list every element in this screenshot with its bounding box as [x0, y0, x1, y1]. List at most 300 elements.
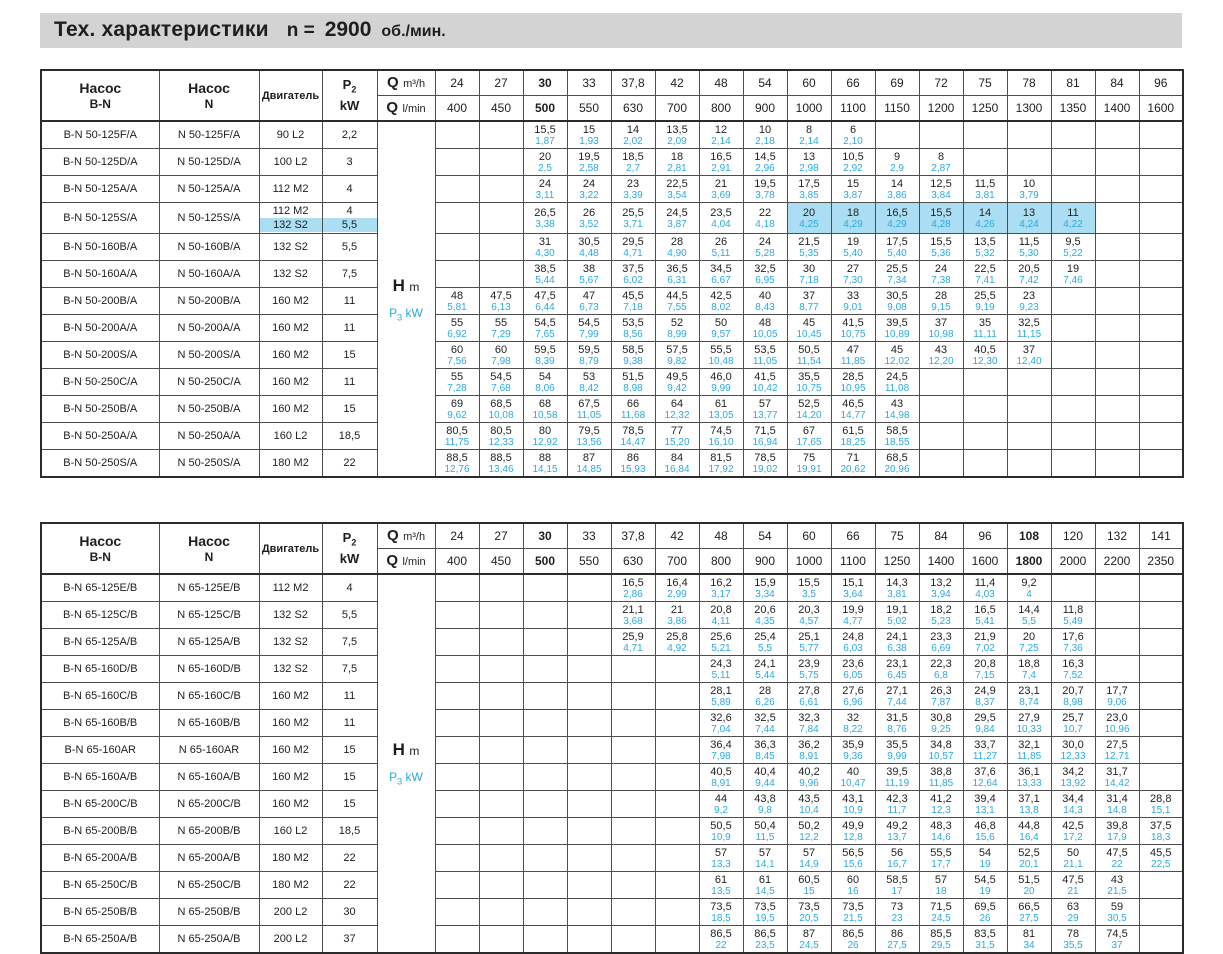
head-value: 58,5: [886, 873, 908, 886]
p3-value: 7,99: [579, 328, 599, 340]
head-value: 10: [758, 123, 772, 136]
data-cell: [1139, 791, 1183, 818]
p3-value: 7,30: [843, 274, 863, 286]
pump-bn-cell: B-N 65-250B/B: [41, 899, 159, 926]
p3-value: 14,1: [755, 858, 775, 870]
data-cell: [831, 261, 875, 288]
data-cell: [875, 261, 919, 288]
head-value: 16,3: [1062, 657, 1084, 670]
head-value: 68: [538, 397, 552, 410]
data-cell: [1007, 574, 1051, 602]
data-cell-empty: [435, 818, 479, 845]
p3-value: 8,79: [579, 355, 599, 367]
col-header-pump-n: Насос N: [159, 70, 259, 121]
q-m3h-value: 60: [787, 523, 831, 549]
data-cell-empty: [1139, 926, 1183, 954]
p3-value: 8,06: [535, 382, 555, 394]
q-lmin-value: 450: [479, 96, 523, 122]
p3-value: 4,92: [667, 642, 687, 654]
data-cell: [699, 791, 743, 818]
p3-value: 12,2: [799, 831, 819, 843]
head-value: 46,0: [710, 370, 732, 383]
data-cell-empty: [963, 423, 1007, 450]
q-m3h-value: 72: [919, 70, 963, 96]
p3-value: 11,05: [576, 409, 602, 421]
data-cell-empty: [523, 791, 567, 818]
pump-row: [41, 574, 1183, 602]
data-cell-empty: [523, 602, 567, 629]
pump-bn-cell: B-N 65-200B/B: [41, 818, 159, 845]
p3-value: 12,40: [1016, 355, 1042, 367]
head-value: 31,4: [1106, 792, 1128, 805]
data-cell-empty: [655, 764, 699, 791]
data-cell-empty: [567, 656, 611, 683]
data-cell-empty: [1095, 203, 1139, 234]
data-cell-empty: [1051, 121, 1095, 149]
p3-value: 7,65: [535, 328, 555, 340]
data-cell: [787, 791, 831, 818]
data-cell-empty: [1051, 149, 1095, 176]
p3-value: 10,33: [1016, 723, 1042, 735]
pump-bn-cell: B-N 50-125S/A: [41, 203, 159, 234]
q-lmin-value: 2350: [1139, 549, 1183, 575]
q-m3h-value: 37,8: [611, 523, 655, 549]
head-value: 63: [1066, 900, 1080, 913]
data-cell-empty: [523, 764, 567, 791]
data-cell: [963, 176, 1007, 203]
p2-cell: 7,5: [322, 261, 377, 288]
data-cell: [655, 396, 699, 423]
motor-cell: 160 M2: [259, 791, 322, 818]
q-m3h-value: 24: [435, 70, 479, 96]
data-cell-empty: [1095, 149, 1139, 176]
pump-n-cell: N 50-200A/A: [159, 315, 259, 342]
data-cell: [435, 450, 479, 478]
data-cell: [479, 288, 523, 315]
pump-row: [41, 791, 1183, 818]
p3-value: 8,39: [535, 355, 555, 367]
p3-value: 2,99: [667, 588, 687, 600]
q-m3h-value: 75: [963, 70, 1007, 96]
page-title: [40, 13, 1182, 48]
p3-value: 14,98: [884, 409, 910, 421]
p3-value: 18: [935, 885, 947, 897]
q-m3h-value: 48: [699, 523, 743, 549]
data-cell-empty: [611, 710, 655, 737]
head-value: 37,1: [1018, 792, 1040, 805]
data-cell-empty: [1051, 423, 1095, 450]
data-cell: [787, 423, 831, 450]
head-value: 13,5: [666, 123, 688, 136]
p3-value: 4,48: [579, 247, 599, 259]
head-value: 30,5: [886, 289, 908, 302]
pump-n-cell: N 65-250B/B: [159, 899, 259, 926]
p3-value: 14,6: [931, 831, 951, 843]
head-value: 50: [714, 316, 728, 329]
data-cell-empty: [435, 737, 479, 764]
head-value: 25,5: [622, 206, 644, 219]
data-cell: [787, 149, 831, 176]
head-value: 11,4: [974, 576, 996, 589]
head-value: 11,5: [1018, 235, 1040, 248]
q-lmin-value: 630: [611, 96, 655, 122]
motor-cell: 132 S2: [259, 656, 322, 683]
head-value: 71: [846, 451, 860, 464]
p2-cell: 15: [322, 764, 377, 791]
data-cell: [875, 845, 919, 872]
head-value: 11,5: [974, 177, 996, 190]
p3-value: 10,96: [1104, 723, 1130, 735]
head-value: 68,5: [490, 397, 512, 410]
head-value: 43: [890, 397, 904, 410]
data-cell: [743, 261, 787, 288]
data-cell-empty: [567, 574, 611, 602]
p2-cell: 4 5,5: [322, 203, 377, 234]
head-value: 14: [890, 177, 904, 190]
p3-value: 2,14: [799, 135, 819, 147]
head-value: 24: [538, 177, 552, 190]
head-value: 86: [890, 927, 904, 940]
head-value: 36,4: [710, 738, 732, 751]
head-value: 11: [1067, 206, 1079, 219]
data-cell-empty: [479, 121, 523, 149]
data-cell: [611, 629, 655, 656]
head-value: 60,5: [798, 873, 820, 886]
p2-cell: 4: [322, 176, 377, 203]
head-value: 50,5: [710, 819, 732, 832]
data-cell: [831, 602, 875, 629]
head-value: 78,5: [622, 424, 644, 437]
data-cell-empty: [435, 764, 479, 791]
p3-value: 4: [1026, 588, 1032, 600]
head-value: 26,3: [930, 684, 952, 697]
data-cell: [743, 602, 787, 629]
p3-value: 13,8: [1019, 804, 1039, 816]
data-cell-empty: [1095, 288, 1139, 315]
p3-value: 7,28: [447, 382, 467, 394]
head-value: 15,5: [534, 123, 556, 136]
q-lmin-value: 2200: [1095, 549, 1139, 575]
pump-bn-cell: B-N 50-125A/A: [41, 176, 159, 203]
data-cell: [611, 176, 655, 203]
data-cell: [1051, 710, 1095, 737]
data-cell: [831, 791, 875, 818]
data-cell: [1051, 818, 1095, 845]
motor-cell: 160 L2: [259, 423, 322, 450]
data-cell-empty: [1139, 396, 1183, 423]
p3-value: 12,20: [928, 355, 954, 367]
head-value: 47: [582, 289, 596, 302]
data-cell-empty: [1139, 288, 1183, 315]
data-cell-empty: [1139, 149, 1183, 176]
head-value: 60: [450, 343, 464, 356]
col-header-p2: $P_2$ kW: [322, 523, 377, 574]
data-cell: [787, 764, 831, 791]
head-value: 18: [670, 150, 684, 163]
p3-value: 8,02: [711, 301, 731, 313]
head-value: 20,5: [1018, 262, 1040, 275]
motor-cell: 90 L2: [259, 121, 322, 149]
pump-bn-cell: B-N 50-160A/A: [41, 261, 159, 288]
p3-value: 3,86: [887, 189, 907, 201]
head-value: 45,5: [622, 289, 644, 302]
head-value: 30,0: [1062, 738, 1084, 751]
data-cell: [875, 176, 919, 203]
p2-cell: 18,5: [322, 423, 377, 450]
head-value: 41,5: [842, 316, 864, 329]
p3-value: 13,5: [711, 885, 731, 897]
data-cell-empty: [1007, 423, 1051, 450]
p3-value: 6,96: [843, 696, 863, 708]
q-lmin-value: 800: [699, 96, 743, 122]
p3-value: 2,92: [843, 162, 863, 174]
p3-value: 9,99: [887, 750, 907, 762]
data-cell: [919, 261, 963, 288]
pump-row: [41, 234, 1183, 261]
data-cell-empty: [479, 818, 523, 845]
data-cell: [919, 203, 963, 234]
q-m3h-value: 84: [919, 523, 963, 549]
pump-row: [41, 315, 1183, 342]
head-value: 61,5: [842, 424, 864, 437]
p3-value: 5,81: [447, 301, 467, 313]
data-cell: [699, 423, 743, 450]
q-m3h-value: 66: [831, 70, 875, 96]
p3-value: 3,54: [667, 189, 687, 201]
data-cell-empty: [655, 656, 699, 683]
data-cell-empty: [1139, 683, 1183, 710]
q-m3h-value: 108: [1007, 523, 1051, 549]
data-cell-empty: [1139, 629, 1183, 656]
data-cell-empty: [435, 710, 479, 737]
head-value: 9,2: [1021, 576, 1037, 589]
data-cell: [875, 315, 919, 342]
pump-n-cell: N 65-160B/B: [159, 710, 259, 737]
data-cell-empty: [655, 818, 699, 845]
data-cell-empty: [523, 629, 567, 656]
p3-value: 10,05: [752, 328, 778, 340]
p3-value: 31,5: [975, 939, 995, 951]
head-value: 52: [670, 316, 684, 329]
q-m3h-value: 96: [963, 523, 1007, 549]
data-cell: [523, 288, 567, 315]
p3-value: 34: [1023, 939, 1035, 951]
data-cell: [655, 315, 699, 342]
p3-value: 12,92: [532, 436, 558, 448]
data-cell-empty: [1051, 369, 1095, 396]
head-value: 24,3: [710, 657, 732, 670]
data-cell: [611, 450, 655, 478]
head-value: 30: [802, 262, 816, 275]
q-lmin-value: 400: [435, 549, 479, 575]
p3-value: 17,92: [708, 463, 734, 475]
p3-value: 8,74: [1019, 696, 1039, 708]
p3-value: 5,49: [1063, 615, 1083, 627]
data-cell: [699, 710, 743, 737]
p2-cell: 11: [322, 369, 377, 396]
p3-value: 12,33: [488, 436, 514, 448]
head-value: 28: [758, 684, 772, 697]
data-cell-empty: [655, 872, 699, 899]
head-value: 64: [670, 397, 684, 410]
data-cell: [1007, 791, 1051, 818]
data-cell: [875, 710, 919, 737]
p3-value: 9,2: [714, 804, 728, 816]
head-value: 66,5: [1018, 900, 1040, 913]
head-value: 46,8: [974, 819, 996, 832]
p3-value: 5,11: [711, 669, 731, 681]
data-cell: [655, 574, 699, 602]
p3-value: 12,33: [1060, 750, 1086, 762]
data-cell-empty: [523, 818, 567, 845]
head-value: 27,9: [1018, 711, 1040, 724]
head-value: 53: [582, 370, 596, 383]
p3-value: 14,8: [1107, 804, 1127, 816]
data-cell: [787, 845, 831, 872]
q-m3h-value: 132: [1095, 523, 1139, 549]
data-cell: [787, 872, 831, 899]
data-cell: [787, 396, 831, 423]
data-cell: [1051, 926, 1095, 954]
p3-value: 10,9: [711, 831, 731, 843]
data-cell: [435, 342, 479, 369]
p3-value: 19,91: [796, 463, 822, 475]
p3-value: 4,77: [843, 615, 863, 627]
data-cell-empty: [1139, 176, 1183, 203]
data-cell: [567, 261, 611, 288]
p3-value: 9,82: [667, 355, 687, 367]
data-cell: [1051, 203, 1095, 234]
p3-value: 10,89: [884, 328, 910, 340]
data-cell: [743, 764, 787, 791]
motor-cell: 160 M2: [259, 710, 322, 737]
p3-value: 15: [803, 885, 815, 897]
head-value: 14,5: [754, 150, 776, 163]
p3-value: 1,93: [579, 135, 599, 147]
head-value: 39,8: [1106, 819, 1128, 832]
data-cell: [523, 396, 567, 423]
data-cell-empty: [1095, 342, 1139, 369]
p3-value: 14,85: [576, 463, 602, 475]
q-lmin-value: 1000: [787, 549, 831, 575]
p3-value: 6,61: [799, 696, 819, 708]
p2-cell: 7,5: [322, 629, 377, 656]
p3-value: 4,22: [1063, 218, 1083, 230]
pump-bn-cell: B-N 65-160AR: [41, 737, 159, 764]
data-cell: [655, 288, 699, 315]
motor-cell: 132 S2: [259, 629, 322, 656]
data-cell: [1007, 342, 1051, 369]
head-value: 16,5: [886, 206, 908, 219]
data-cell: [1051, 872, 1095, 899]
p3-value: 11,85: [928, 777, 954, 789]
q-m3h-value: 27: [479, 523, 523, 549]
pump-row: [41, 926, 1183, 954]
data-cell: [963, 288, 1007, 315]
data-cell-empty: [523, 845, 567, 872]
data-cell: [1051, 602, 1095, 629]
p3-value: 7,46: [1063, 274, 1083, 286]
p3-value: 9,8: [758, 804, 772, 816]
head-value: 41,5: [754, 370, 776, 383]
data-cell: [743, 872, 787, 899]
p3-value: 5,23: [931, 615, 951, 627]
q-m3h-value: 66: [831, 523, 875, 549]
data-cell: [1095, 764, 1139, 791]
head-value: 23,0: [1106, 711, 1128, 724]
data-cell: [963, 234, 1007, 261]
p3-value: 3,86: [667, 615, 687, 627]
data-cell: [699, 845, 743, 872]
p3-value: 6,73: [579, 301, 599, 313]
p3-value: 7,87: [931, 696, 951, 708]
pump-bn-cell: B-N 65-160D/B: [41, 656, 159, 683]
p3-value: 29,5: [931, 939, 951, 951]
q-lmin-value: 450: [479, 549, 523, 575]
data-cell: [567, 288, 611, 315]
p3-value: 17,65: [796, 436, 822, 448]
head-value: 25,1: [798, 630, 820, 643]
data-cell-empty: [567, 629, 611, 656]
pump-n-cell: N 65-200B/B: [159, 818, 259, 845]
head-value: 16,5: [710, 150, 732, 163]
head-value: 81,5: [710, 451, 732, 464]
q-lmin-value: 1400: [1095, 96, 1139, 122]
p3-value: 7,44: [887, 696, 907, 708]
data-cell: [875, 149, 919, 176]
head-value: 24: [934, 262, 948, 275]
data-cell: [831, 818, 875, 845]
p3-value: 11,15: [1016, 328, 1042, 340]
data-cell: [919, 737, 963, 764]
head-value: 24,1: [754, 657, 776, 670]
head-value: 40,2: [798, 765, 820, 778]
p3-value: 19,02: [752, 463, 778, 475]
pump-row: [41, 602, 1183, 629]
p3-value: 11,27: [972, 750, 998, 762]
p3-value: 4,11: [711, 615, 731, 627]
data-cell-empty: [1095, 176, 1139, 203]
p3-value: 2,87: [931, 162, 951, 174]
p3-value: 13,1: [975, 804, 995, 816]
data-cell-empty: [567, 872, 611, 899]
head-value: 37,5: [622, 262, 644, 275]
p3-value: 5,28: [755, 247, 775, 259]
head-value: 54: [978, 846, 992, 859]
head-value: 9: [893, 150, 901, 163]
pump-n-cell: N 50-125A/A: [159, 176, 259, 203]
p3-value: 13,05: [708, 409, 734, 421]
p3-value: 18,25: [840, 436, 866, 448]
p3-value: 11,11: [973, 328, 997, 340]
data-cell: [831, 629, 875, 656]
p3-value: 7,18: [799, 274, 819, 286]
head-value: 10: [1022, 177, 1036, 190]
data-cell: [787, 261, 831, 288]
data-cell: [523, 342, 567, 369]
head-value: 81: [1022, 927, 1036, 940]
q-m3h-value: 69: [875, 70, 919, 96]
data-cell: [743, 926, 787, 954]
head-value: 37,6: [974, 765, 996, 778]
data-cell: [611, 288, 655, 315]
head-value: 10,5: [842, 150, 864, 163]
data-cell: [875, 450, 919, 478]
data-cell-empty: [435, 149, 479, 176]
p3-value: 6,95: [755, 274, 775, 286]
col-header-motor: Двигатель: [259, 523, 322, 574]
q-m3h-value: 24: [435, 523, 479, 549]
